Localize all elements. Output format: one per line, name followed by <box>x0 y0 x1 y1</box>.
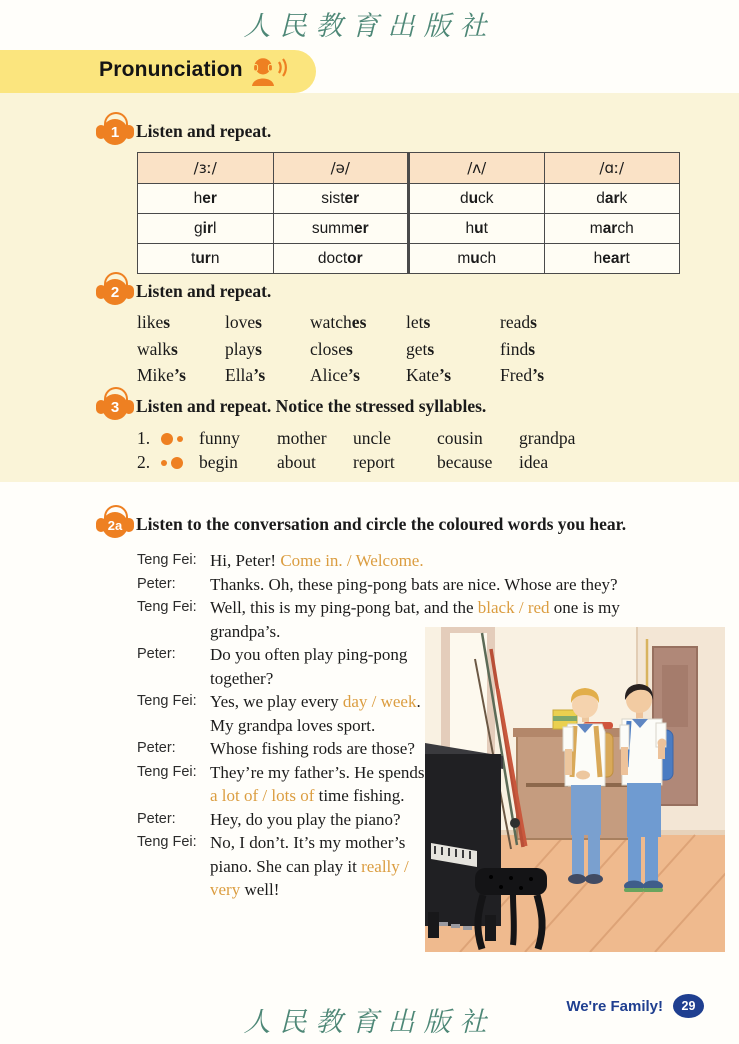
dialogue-text <box>210 808 401 832</box>
dialogue-segment: Hey, do you play the piano? <box>210 809 401 829</box>
peter-pants <box>571 785 601 835</box>
word-item: plays <box>225 338 262 359</box>
dialogue-segment: Thanks. Oh, these ping-pong bats are nice. Whose are they? <box>210 574 618 594</box>
word-item: finds <box>500 338 536 359</box>
stress-pattern-row <box>137 427 575 450</box>
coloured-choice-words: a lot of / lots of <box>210 786 315 805</box>
word-item: Fred’s <box>500 365 545 385</box>
dialogue-text <box>210 761 429 808</box>
stress-row-words <box>199 428 575 449</box>
table-word: girl <box>138 214 274 244</box>
exercise-2a-title: Listen to the conversation and circle the coloured words you hear. <box>136 514 627 534</box>
exercise-2a-number: 2a <box>102 512 128 538</box>
phonetic-symbol-header: /ʌ/ <box>409 153 545 184</box>
speaker-label: Teng Fei: <box>137 599 197 615</box>
dialogue-segment: They’re my father’s. He spends <box>210 762 425 782</box>
word-item: grandpa <box>519 428 576 448</box>
stress-dots-icon <box>161 433 199 445</box>
phonics-table <box>137 152 680 274</box>
peter-shoe <box>585 874 603 884</box>
dialogue-segment: one is my grandpa’s. <box>210 598 620 641</box>
dialogue-segment: No, I don’t. It’s my mother’s piano. She can play it <box>210 833 406 876</box>
pronunciation-banner <box>0 50 316 93</box>
word-item: about <box>277 452 316 472</box>
word-item: funny <box>199 428 240 448</box>
dialogue-line <box>137 573 633 597</box>
room-illustration <box>425 627 725 952</box>
speaker-label: Peter: <box>137 575 176 592</box>
exercise-1-number: 1 <box>102 119 128 145</box>
table-word: doctor <box>273 244 409 274</box>
phonics-table-body <box>138 153 680 274</box>
word-item: idea <box>519 452 549 472</box>
speaker-label: Teng Fei: <box>137 552 197 568</box>
pronunciation-title: Pronunciation <box>99 58 243 81</box>
word-item: cousin <box>437 428 483 448</box>
dialogue-text <box>210 573 618 597</box>
word-item: loves <box>225 312 262 332</box>
word-item: Mike’s <box>137 365 186 385</box>
table-word: duck <box>409 184 545 214</box>
phonetic-symbol-header: /ə/ <box>273 153 409 184</box>
dialogue-segment: Hi, Peter! <box>210 551 281 570</box>
peter-hand <box>576 771 590 780</box>
word-item: Ella’s <box>225 365 266 385</box>
word-item: watches <box>310 312 367 332</box>
fishing-reel <box>510 818 520 828</box>
dialogue-text <box>210 549 424 573</box>
table-word: hut <box>409 214 545 244</box>
exercise-2-word-list <box>137 312 544 386</box>
table-word: her <box>138 184 274 214</box>
headset-speaker-icon <box>248 55 292 89</box>
speaker-label: Teng Fei: <box>137 834 197 850</box>
word-item: Alice’s <box>310 365 360 385</box>
word-item: report <box>353 452 395 472</box>
publisher-logo-bottom: 人民教育出版社 <box>243 1007 496 1038</box>
word-item: closes <box>310 338 353 359</box>
page-number-badge: 29 <box>673 994 704 1018</box>
exercise-2-number: 2 <box>102 279 128 305</box>
word-item: walks <box>137 338 178 359</box>
exercise-3-number: 3 <box>102 394 128 420</box>
coloured-choice-words: really / very <box>210 856 409 899</box>
exercise-3-headphone-badge <box>96 387 134 424</box>
table-word: dark <box>544 184 680 214</box>
speaker-label: Teng Fei: <box>137 693 197 709</box>
piano <box>425 743 503 941</box>
word-item: likes <box>137 312 171 332</box>
table-word: summer <box>273 214 409 244</box>
dialogue-segment: Well, this is my ping-pong bat, and the <box>210 598 478 617</box>
stress-pattern-row <box>137 451 575 474</box>
word-item: lets <box>406 312 431 332</box>
peter-shoe <box>568 874 586 884</box>
coloured-choice-words: black / red <box>477 598 550 617</box>
unit-title: We're Family! <box>566 997 663 1015</box>
word-item: reads <box>500 312 537 332</box>
speaker-label: Peter: <box>137 740 176 756</box>
word-item: Kate’s <box>406 365 452 385</box>
exercise-1-title: Listen and repeat. <box>136 121 272 141</box>
speaker-label: Peter: <box>137 810 176 827</box>
phonetic-symbol-header: /ɜː/ <box>138 153 274 184</box>
table-word: sister <box>273 184 409 214</box>
table-word: march <box>544 214 680 244</box>
stress-row-words <box>199 452 548 473</box>
dialogue-text <box>210 690 429 737</box>
stress-row-number: 1. <box>137 428 151 448</box>
exercise-2a-headphone-badge <box>96 505 134 542</box>
dialogue-segment: Yes, we play every <box>210 692 343 711</box>
word-item: because <box>437 452 493 472</box>
publisher-logo-top: 人民教育出版社 <box>243 11 496 42</box>
stress-dots-icon <box>161 457 199 469</box>
word-item: begin <box>199 452 238 472</box>
table-word: heart <box>544 244 680 274</box>
dialogue-text <box>210 831 429 902</box>
word-item: mother <box>277 428 327 448</box>
tengfei-sneaker <box>643 881 663 893</box>
dialogue-segment: time fishing. <box>314 786 405 805</box>
exercise-2-headphone-badge <box>96 272 134 309</box>
tengfei-sneaker <box>624 881 644 893</box>
exercise-3-title: Listen and repeat. Notice the stressed syllables. <box>136 396 487 416</box>
dialogue-segment: Whose fishing rods are those? <box>210 739 415 758</box>
stress-row-number: 2. <box>137 452 151 472</box>
dialogue-text <box>210 737 415 761</box>
coloured-choice-words: day / week <box>342 692 417 711</box>
exercise-2-title: Listen and repeat. <box>136 281 272 301</box>
dialogue-segment: well! <box>240 880 280 899</box>
speaker-label: Peter: <box>137 646 176 662</box>
dialogue-line <box>137 549 633 573</box>
coloured-choice-words: Come in. / Welcome. <box>280 551 424 570</box>
tengfei-pants <box>627 783 661 837</box>
word-item: gets <box>406 338 435 359</box>
dialogue-text <box>210 643 429 690</box>
tengfei-hand <box>658 739 667 748</box>
word-item: uncle <box>353 428 391 448</box>
stress-pattern-list <box>137 427 575 475</box>
table-word: much <box>409 244 545 274</box>
dialogue-segment: . My grandpa loves sport. <box>210 692 421 735</box>
exercise-1-headphone-badge <box>96 112 134 149</box>
table-word: turn <box>138 244 274 274</box>
speaker-label: Teng Fei: <box>137 763 197 780</box>
dialogue-segment: Do you often play ping-pong together? <box>210 645 408 688</box>
phonetic-symbol-header: /ɑː/ <box>544 153 680 184</box>
